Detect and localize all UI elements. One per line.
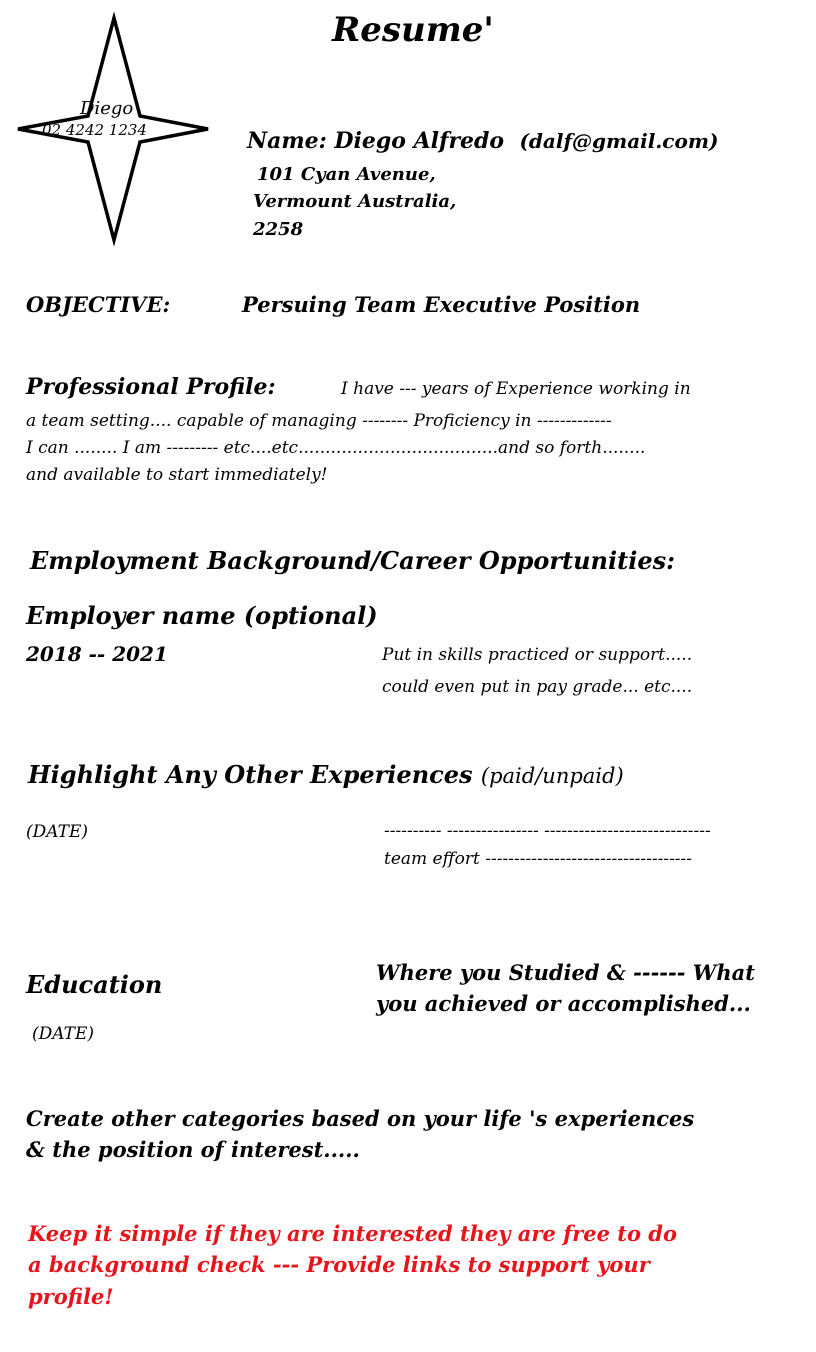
objective-value: Persuing Team Executive Position xyxy=(242,292,641,317)
note-line: Keep it simple if they are interested they are free to do xyxy=(28,1221,677,1246)
education-line: you achieved or accomplished... xyxy=(376,991,751,1016)
objective-label: OBJECTIVE: xyxy=(26,292,171,317)
other-heading-text: Highlight Any Other Experiences xyxy=(28,760,473,789)
note-line: a background check --- Provide links to support your xyxy=(28,1252,650,1277)
profile-line: I can ........ I am --------- etc....etc.....................................and so forth........ xyxy=(26,438,646,458)
other-experiences-heading xyxy=(28,760,624,789)
address-line: 2258 xyxy=(253,219,304,240)
profile-line: and available to start immediately! xyxy=(26,465,328,485)
contact-email: (dalf@gmail.com) xyxy=(519,129,719,153)
employment-detail: could even put in pay grade... etc.... xyxy=(382,677,693,697)
employment-heading: Employment Background/Career Opportunities: xyxy=(30,546,675,575)
badge-name: Diego xyxy=(80,98,134,119)
education-line: Where you Studied & ------ What xyxy=(376,960,755,985)
badge-phone: 02 4242 1234 xyxy=(42,121,147,139)
education-date: (DATE) xyxy=(32,1024,94,1044)
resume-title: Resume' xyxy=(332,10,494,50)
profile-label: Professional Profile: xyxy=(26,374,276,400)
employment-dates: 2018 -- 2021 xyxy=(26,642,168,666)
other-heading-sub: (paid/unpaid) xyxy=(480,764,624,788)
employer-name: Employer name (optional) xyxy=(26,601,378,630)
other-line: ---------- ---------------- ----------------------------- xyxy=(384,821,711,841)
contact-name: Name: Diego Alfredo xyxy=(247,128,505,154)
categories-line: & the position of interest..... xyxy=(26,1137,360,1162)
employment-detail: Put in skills practiced or support..... xyxy=(382,645,693,665)
categories-line: Create other categories based on your life 's experiences xyxy=(26,1106,695,1131)
other-line: team effort ------------------------------------ xyxy=(384,849,693,869)
contact-name-line xyxy=(247,128,718,154)
profile-line: I have --- years of Experience working in xyxy=(341,379,691,399)
address-line: Vermount Australia, xyxy=(253,191,457,212)
note-line: profile! xyxy=(28,1284,114,1309)
education-label: Education xyxy=(26,970,163,999)
other-date: (DATE) xyxy=(26,822,88,842)
address-line: 101 Cyan Avenue, xyxy=(257,164,436,185)
profile-line: a team setting.... capable of managing -------- Proficiency in ------------- xyxy=(26,411,612,431)
